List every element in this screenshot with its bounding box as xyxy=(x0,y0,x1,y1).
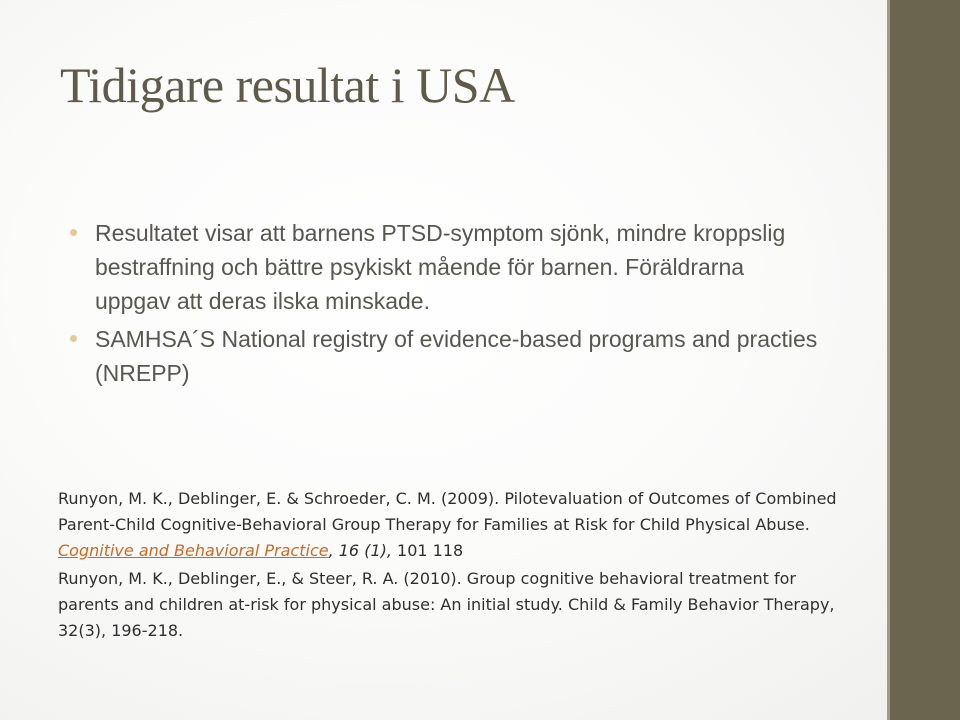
slide-title: Tidigare resultat i USA xyxy=(60,57,515,113)
bullet-icon xyxy=(70,229,77,236)
reference-runyon-2009 xyxy=(58,486,858,564)
reference-runyon-2010: Runyon, M. K., Deblinger, E., & Steer, R. A. (2010). Group cognitive behavioral treatment for parents and children at-risk for physical abuse: An initial study. Child & Family Behavior Therapy, 32(3), 196-218. xyxy=(58,569,835,640)
bullet-icon xyxy=(70,335,77,342)
journal-link[interactable]: Cognitive and Behavioral Practice xyxy=(58,541,329,560)
reference-text: Runyon, M. K., Deblinger, E. & Schroeder, C. M. (2009). Pilotevaluation of Outcomes of Combined Parent-Child Cognitive-Behavioral Group Therapy for Families at Risk for Child Physical Abuse. xyxy=(58,489,837,534)
bullet-item-samhsa xyxy=(60,322,820,390)
bullet-list xyxy=(60,216,820,394)
decorative-side-bar xyxy=(890,0,960,720)
reference-volume: , 16 (1), xyxy=(328,541,392,560)
bullet-item-results xyxy=(60,216,820,318)
bullet-text-samhsa: SAMHSA´S National registry of evidence-based programs and practies (NREPP) xyxy=(95,326,818,386)
references-block xyxy=(58,486,858,646)
reference-pages: 101 118 xyxy=(391,541,464,560)
bullet-text-results: Resultatet visar att barnens PTSD-symptom sjönk, mindre kroppslig bestraffning och bättre psykiskt mående för barnen. Föräldrarna uppgav att deras ilska minskade. xyxy=(95,220,786,314)
